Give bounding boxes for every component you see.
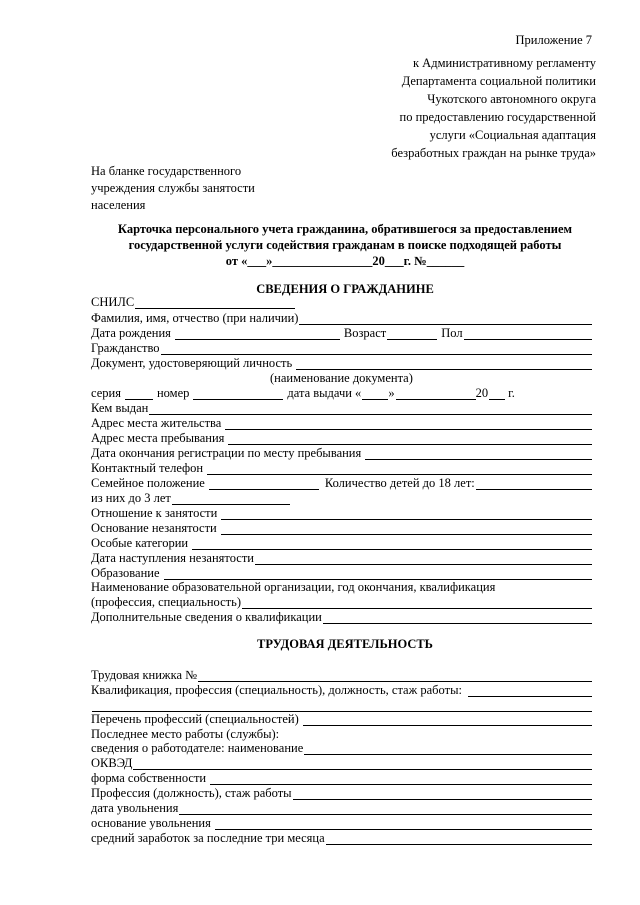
card-title-line: государственной услуги содействия гражданам в поиске подходящей работы — [128, 238, 562, 252]
section-heading-citizen: СВЕДЕНИЯ О ГРАЖДАНИНЕ — [256, 282, 434, 296]
letterhead — [91, 164, 255, 212]
professions-field[interactable] — [303, 714, 592, 726]
issued-by-field[interactable] — [149, 403, 592, 415]
phone-label: Контактный телефон — [91, 461, 204, 475]
regulation-line: по предоставлению государственной — [399, 110, 596, 124]
education-row — [91, 566, 592, 580]
workbook-label: Трудовая книжка № — [91, 668, 198, 682]
special-row — [91, 536, 592, 550]
snils-label: СНИЛС — [91, 295, 135, 309]
series-label: серия — [91, 386, 121, 400]
okved-field[interactable] — [133, 758, 592, 770]
extra-qual-row — [91, 610, 592, 624]
id-doc-label: Документ, удостоверяющий личность — [91, 356, 293, 370]
unemployment-date-label: Дата наступления незанятости — [91, 551, 254, 565]
series-row — [91, 386, 592, 400]
letterhead-line: На бланке государственного — [91, 164, 242, 178]
dob-label: Дата рождения — [91, 326, 171, 340]
qualification-field[interactable] — [468, 685, 592, 697]
employment-row — [91, 506, 592, 520]
family-label: Семейное положение — [91, 476, 205, 490]
position-label: Профессия (должность), стаж работы — [91, 786, 292, 800]
stay-label: Адрес места пребывания — [91, 431, 225, 445]
appendix-label: Приложение 7 — [515, 33, 592, 47]
regulation-line: безработных граждан на рынке труда» — [391, 146, 596, 160]
citizenship-label: Гражданство — [91, 341, 160, 355]
unemployment-date-field[interactable] — [255, 553, 592, 565]
unemployment-date-row — [91, 551, 592, 565]
stay-end-row — [91, 446, 592, 460]
citizenship-row — [91, 341, 592, 355]
card-title-line: Карточка персонального учета гражданина, обратившегося за предоставлением — [117, 222, 573, 236]
edu-org-field[interactable] — [242, 597, 592, 609]
employment-label: Отношение к занятости — [91, 506, 218, 520]
stay-field[interactable] — [228, 433, 592, 445]
employer-field[interactable] — [304, 743, 592, 755]
fio-label: Фамилия, имя, отчество (при наличии) — [91, 311, 299, 325]
stay-row — [91, 431, 592, 445]
residence-field[interactable] — [225, 418, 592, 430]
qualification-row — [91, 683, 592, 697]
qualification-row-2 — [91, 698, 592, 712]
children-field[interactable] — [476, 478, 592, 490]
education-field[interactable] — [164, 568, 592, 580]
last-job-row — [91, 727, 592, 741]
edu-org-row-2 — [91, 595, 592, 609]
children-3-field[interactable] — [172, 493, 290, 505]
edu-org-label-2: (профессия, специальность) — [91, 595, 241, 609]
position-field[interactable] — [293, 788, 592, 800]
issue-month-field[interactable] — [396, 388, 476, 400]
regulation-line: Чукотского автономного округа — [427, 92, 596, 106]
phone-field[interactable] — [207, 463, 592, 475]
extra-qual-field[interactable] — [323, 612, 592, 624]
sex-field[interactable] — [464, 328, 592, 340]
avg-salary-field[interactable] — [326, 833, 592, 845]
employer-label: сведения о работодателе: наименование — [91, 741, 304, 755]
issue-year-field[interactable] — [489, 388, 505, 400]
ownership-field[interactable] — [210, 773, 592, 785]
unemployment-basis-field[interactable] — [221, 523, 592, 535]
phone-row — [91, 461, 592, 475]
issued-by-row — [91, 401, 592, 415]
issue-day-field[interactable] — [362, 388, 388, 400]
dismissal-reason-row — [91, 816, 592, 830]
number-field[interactable] — [193, 388, 283, 400]
residence-row — [91, 416, 592, 430]
dob-field[interactable] — [175, 328, 340, 340]
professions-row — [91, 712, 592, 726]
professions-label: Перечень профессий (специальностей) — [91, 712, 299, 726]
edu-org-row — [91, 580, 592, 594]
regulation-line: Департамента социальной политики — [401, 74, 596, 88]
qualification-label: Квалификация, профессия (специальность), должность, стаж работы: — [91, 683, 462, 697]
regulation-line: к Административному регламенту — [412, 56, 596, 70]
stay-end-field[interactable] — [365, 448, 592, 460]
number-label: номер — [156, 386, 190, 400]
workbook-row — [91, 668, 592, 682]
special-field[interactable] — [192, 538, 592, 550]
residence-label: Адрес места жительства — [91, 416, 222, 430]
series-field[interactable] — [125, 388, 153, 400]
unemployment-basis-label: Основание незанятости — [91, 521, 217, 535]
card-title-date: от «___»________________20___г. №______ — [225, 254, 465, 268]
avg-salary-row — [91, 831, 592, 845]
issue-date-label: дата выдачи « — [287, 386, 362, 400]
letterhead-line: учреждения службы занятости — [91, 181, 255, 195]
family-field[interactable] — [209, 478, 319, 490]
issue-year-prefix: 20 — [475, 386, 489, 400]
unemployment-basis-row — [91, 521, 592, 535]
special-label: Особые категории — [91, 536, 189, 550]
workbook-field[interactable] — [198, 670, 592, 682]
regulation-line: услуги «Социальная адаптация — [429, 128, 596, 142]
id-doc-row — [91, 356, 592, 370]
employment-field[interactable] — [221, 508, 592, 520]
qualification-field-2[interactable] — [92, 700, 592, 712]
issue-year-suffix: г. — [508, 386, 515, 400]
extra-qual-label: Дополнительные сведения о квалификации — [91, 610, 322, 624]
dob-row — [91, 326, 592, 340]
dismissal-reason-field[interactable] — [215, 818, 592, 830]
issued-by-label: Кем выдан — [91, 401, 149, 415]
regulation-block — [391, 56, 596, 160]
ownership-row — [91, 771, 592, 785]
position-row — [91, 786, 592, 800]
avg-salary-label: средний заработок за последние три месяца — [91, 831, 325, 845]
snils-row — [91, 295, 592, 309]
fio-row — [91, 311, 592, 325]
dismissal-date-field[interactable] — [179, 803, 592, 815]
dismissal-date-label: дата увольнения — [91, 801, 179, 815]
fio-field[interactable] — [299, 313, 592, 325]
employer-row — [91, 741, 592, 755]
age-label: Возраст — [343, 326, 387, 340]
education-label: Образование — [91, 566, 160, 580]
dismissal-date-row — [91, 801, 592, 815]
okved-label: ОКВЭД — [91, 756, 133, 770]
dismissal-reason-label: основание увольнения — [91, 816, 211, 830]
family-row — [91, 476, 592, 490]
stay-end-label: Дата окончания регистрации по месту пребывания — [91, 446, 362, 460]
id-doc-hint: (наименование документа) — [270, 371, 413, 385]
ownership-label: форма собственности — [91, 771, 207, 785]
citizenship-field[interactable] — [161, 343, 592, 355]
children-3-row — [91, 491, 592, 505]
card-title — [60, 222, 630, 268]
okved-row — [91, 756, 592, 770]
last-job-label: Последнее место работы (службы): — [91, 727, 280, 741]
issue-date-mid: » — [388, 386, 395, 400]
children-label: Количество детей до 18 лет: — [324, 476, 475, 490]
letterhead-line: населения — [91, 198, 146, 212]
id-doc-field[interactable] — [296, 358, 592, 370]
children-3-label: из них до 3 лет — [91, 491, 171, 505]
sex-label: Пол — [441, 326, 463, 340]
section-heading-work: ТРУДОВАЯ ДЕЯТЕЛЬНОСТЬ — [257, 637, 433, 651]
snils-field[interactable] — [135, 297, 295, 309]
age-field[interactable] — [387, 328, 437, 340]
edu-org-label: Наименование образовательной организации, год окончания, квалификация — [91, 580, 496, 594]
